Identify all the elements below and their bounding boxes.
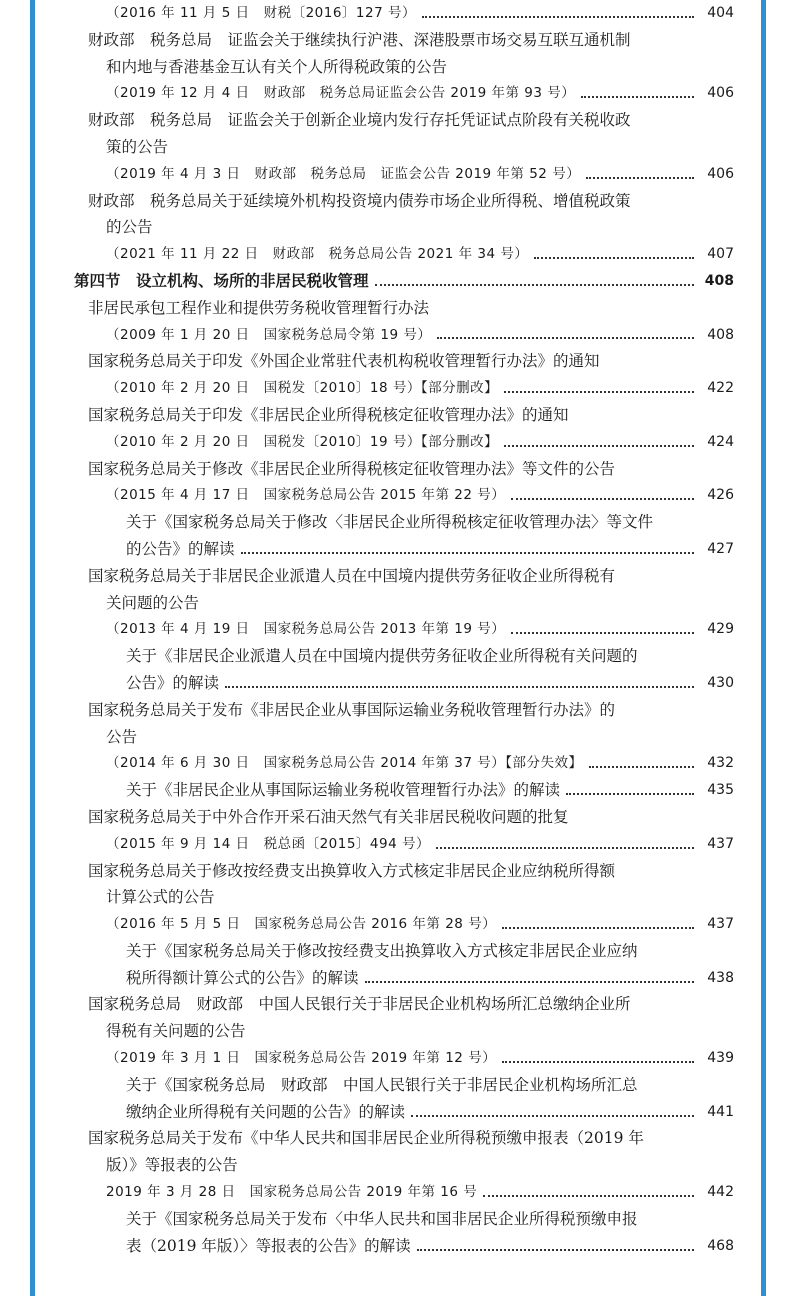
toc-text: 国家税务总局关于印发《非居民企业所得税核定征收管理办法》的通知 <box>88 405 569 424</box>
toc-entry-line <box>74 402 734 429</box>
page-number: 439 <box>707 1050 734 1067</box>
toc-text: 国家税务总局关于修改《非居民企业所得税核定征收管理办法》等文件的公告 <box>88 459 616 478</box>
toc-text: 关问题的公告 <box>106 593 200 612</box>
page-number: 442 <box>707 1184 734 1201</box>
toc-text: 财政部 税务总局 证监会关于创新企业境内发行存托凭证试点阶段有关税收政 <box>88 111 631 130</box>
toc-text: 非居民承包工程作业和提供劳务税收管理暂行办法 <box>88 298 430 317</box>
toc-entry-line <box>74 509 734 536</box>
dot-leader <box>417 1248 694 1251</box>
toc-citation-line <box>74 80 734 107</box>
toc-text: 国家税务总局关于中外合作开采石油天然气有关非居民税收问题的批复 <box>88 807 569 826</box>
page-number: 427 <box>707 540 734 557</box>
toc-text: 关于《国家税务总局关于修改〈非居民企业所得税核定征收管理办法〉等文件 <box>126 513 654 532</box>
dot-leader <box>586 176 694 179</box>
toc-text: 国家税务总局关于发布《非居民企业从事国际运输业务税收管理暂行办法》的 <box>88 700 616 719</box>
toc-text: 版）》等报表的公告 <box>106 1156 238 1175</box>
toc-text: （2019 年 4 月 3 日 财政部 税务总局 证监会公告 2019 年第 52 号） <box>106 165 581 182</box>
page-number: 437 <box>707 835 734 852</box>
page-number: 426 <box>707 487 734 504</box>
toc-text: 和内地与香港基金互认有关个人所得税政策的公告 <box>106 57 448 76</box>
dot-leader <box>375 283 694 286</box>
toc-text: 计算公式的公告 <box>106 888 215 907</box>
toc-entry-line <box>74 1125 734 1152</box>
page-number: 408 <box>704 272 734 289</box>
toc-text: （2010 年 2 月 20 日 国税发〔2010〕19 号）【部分删改】 <box>106 433 499 450</box>
toc-entry-line <box>74 670 734 697</box>
toc-text: 关于《非居民企业派遣人员在中国境内提供劳务征收企业所得税有关问题的 <box>126 647 638 666</box>
page-number: 437 <box>707 916 734 933</box>
toc-entry-line <box>74 724 734 751</box>
toc-entry-line <box>74 107 734 134</box>
page-number: 432 <box>707 755 734 772</box>
page-number: 435 <box>707 782 734 799</box>
toc-entry-line <box>74 214 734 241</box>
toc-text: 公告》的解读 <box>126 673 220 692</box>
page-number: 404 <box>707 5 734 21</box>
toc-entry-line <box>74 27 734 54</box>
toc-entry-line <box>74 1072 734 1099</box>
toc-entry-line <box>74 134 734 161</box>
toc-text: 关于《国家税务总局关于修改按经费支出换算收入方式核定非居民企业应纳 <box>126 941 638 960</box>
toc-text: 财政部 税务总局 证监会关于继续执行沪港、深港股票市场交易互联互通机制 <box>88 30 631 49</box>
toc-entry-line <box>74 965 734 992</box>
toc-text: 表（2019 年版）〉等报表的公告》的解读 <box>126 1236 411 1255</box>
dot-leader <box>511 497 694 500</box>
page-number: 441 <box>707 1103 734 1120</box>
page-number: 438 <box>707 969 734 986</box>
right-frame-border <box>761 0 766 1296</box>
page-number: 430 <box>707 674 734 691</box>
dot-leader <box>422 15 694 18</box>
toc-text: （2016 年 5 月 5 日 国家税务总局公告 2016 年第 28 号） <box>106 916 497 933</box>
toc-text: 国家税务总局关于修改按经费支出换算收入方式核定非居民企业应纳税所得额 <box>88 861 616 880</box>
toc-citation-line <box>74 616 734 643</box>
toc-entry-line <box>74 938 734 965</box>
toc-text: 第四节 设立机构、场所的非居民税收管理 <box>74 270 369 290</box>
toc-text: 税所得额计算公式的公告》的解读 <box>126 968 359 987</box>
page-number: 406 <box>707 85 734 102</box>
toc-entry-line <box>74 1018 734 1045</box>
toc-citation-line <box>74 482 734 509</box>
toc-text: （2021 年 11 月 22 日 财政部 税务总局公告 2021 年 34 号） <box>106 246 529 263</box>
toc-text: （2015 年 4 月 17 日 国家税务总局公告 2015 年第 22 号） <box>106 487 506 504</box>
table-of-contents <box>74 0 734 1259</box>
toc-text: 策的公告 <box>106 137 169 156</box>
toc-citation-line <box>74 1045 734 1072</box>
toc-text: 的公告 <box>106 218 153 237</box>
toc-text: 国家税务总局关于印发《外国企业常驻代表机构税收管理暂行办法》的通知 <box>88 352 600 371</box>
dot-leader <box>225 685 694 688</box>
toc-text: 缴纳企业所得税有关问题的公告》的解读 <box>126 1102 406 1121</box>
page-number: 406 <box>707 165 734 182</box>
toc-text: （2014 年 6 月 30 日 国家税务总局公告 2014 年第 37 号）【部分失效】 <box>106 755 583 772</box>
dot-leader <box>589 765 694 768</box>
toc-text: （2009 年 1 月 20 日 国家税务总局令第 19 号） <box>106 326 432 343</box>
left-frame-border <box>30 0 35 1296</box>
toc-text: 公告 <box>106 727 138 746</box>
dot-leader <box>436 846 694 849</box>
toc-text: 2019 年 3 月 28 日 国家税务总局公告 2019 年第 16 号 <box>106 1184 478 1201</box>
dot-leader <box>241 551 694 554</box>
toc-text: 关于《国家税务总局关于发布〈中华人民共和国非居民企业所得税预缴申报 <box>126 1209 638 1228</box>
toc-entry-line <box>74 1099 734 1126</box>
toc-citation-line <box>74 0 734 27</box>
toc-citation-line <box>74 429 734 456</box>
toc-entry-line <box>74 1206 734 1233</box>
dot-leader <box>534 256 694 259</box>
toc-entry-line <box>74 858 734 885</box>
toc-text: 国家税务总局关于非居民企业派遣人员在中国境内提供劳务征收企业所得税有 <box>88 566 616 585</box>
toc-entry-line <box>74 1152 734 1179</box>
toc-citation-line <box>74 831 734 858</box>
toc-entry-line <box>74 1233 734 1260</box>
toc-text: （2010 年 2 月 20 日 国税发〔2010〕18 号）【部分删改】 <box>106 380 499 397</box>
page-number: 429 <box>707 621 734 638</box>
page-number: 424 <box>707 433 734 450</box>
toc-text: （2015 年 9 月 14 日 税总函〔2015〕494 号） <box>106 835 430 852</box>
page-number: 468 <box>707 1237 734 1254</box>
toc-entry-line <box>74 884 734 911</box>
toc-text: 的公告》的解读 <box>126 539 235 558</box>
toc-entry-line <box>74 991 734 1018</box>
toc-text: 财政部 税务总局关于延续境外机构投资境内债券市场企业所得税、增值税政策 <box>88 191 631 210</box>
dot-leader <box>581 95 694 98</box>
toc-entry-line <box>74 697 734 724</box>
dot-leader <box>504 390 694 393</box>
toc-entry-line <box>74 804 734 831</box>
toc-entry-line <box>74 563 734 590</box>
dot-leader <box>566 792 694 795</box>
toc-text: （2019 年 3 月 1 日 国家税务总局公告 2019 年第 12 号） <box>106 1050 497 1067</box>
toc-text: 国家税务总局 财政部 中国人民银行关于非居民企业机构场所汇总缴纳企业所 <box>88 995 631 1014</box>
toc-text: （2016 年 11 月 5 日 财税〔2016〕127 号） <box>106 5 416 21</box>
toc-text: 关于《非居民企业从事国际运输业务税收管理暂行办法》的解读 <box>126 781 561 800</box>
toc-citation-line <box>74 161 734 188</box>
toc-entry-line <box>74 54 734 81</box>
toc-text: 关于《国家税务总局 财政部 中国人民银行关于非居民企业机构场所汇总 <box>126 1075 638 1094</box>
toc-text: 国家税务总局关于发布《中华人民共和国非居民企业所得税预缴申报表（2019 年 <box>88 1129 644 1148</box>
toc-citation-line <box>74 911 734 938</box>
dot-leader <box>502 1060 694 1063</box>
toc-citation-line <box>74 322 734 349</box>
toc-text: 得税有关问题的公告 <box>106 1022 246 1041</box>
toc-entry-line <box>74 456 734 483</box>
toc-entry-line <box>74 295 734 322</box>
dot-leader <box>411 1114 694 1117</box>
toc-entry-line <box>74 643 734 670</box>
dot-leader <box>502 926 694 929</box>
toc-entry-line <box>74 188 734 215</box>
dot-leader <box>504 444 694 447</box>
toc-citation-line <box>74 241 734 268</box>
dot-leader <box>365 980 694 983</box>
page-number: 422 <box>707 380 734 397</box>
toc-entry-line <box>74 590 734 617</box>
toc-section-heading <box>74 268 734 295</box>
toc-citation-line <box>74 1179 734 1206</box>
dot-leader <box>511 631 694 634</box>
dot-leader <box>483 1194 694 1197</box>
page-number: 408 <box>707 326 734 343</box>
toc-text: （2013 年 4 月 19 日 国家税务总局公告 2013 年第 19 号） <box>106 621 506 638</box>
toc-citation-line <box>74 750 734 777</box>
dot-leader <box>437 336 694 339</box>
toc-entry-line <box>74 348 734 375</box>
toc-entry-line <box>74 536 734 563</box>
toc-entry-line <box>74 777 734 804</box>
toc-text: （2019 年 12 月 4 日 财政部 税务总局证监会公告 2019 年第 93 号） <box>106 85 576 102</box>
page-number: 407 <box>707 246 734 263</box>
toc-citation-line <box>74 375 734 402</box>
